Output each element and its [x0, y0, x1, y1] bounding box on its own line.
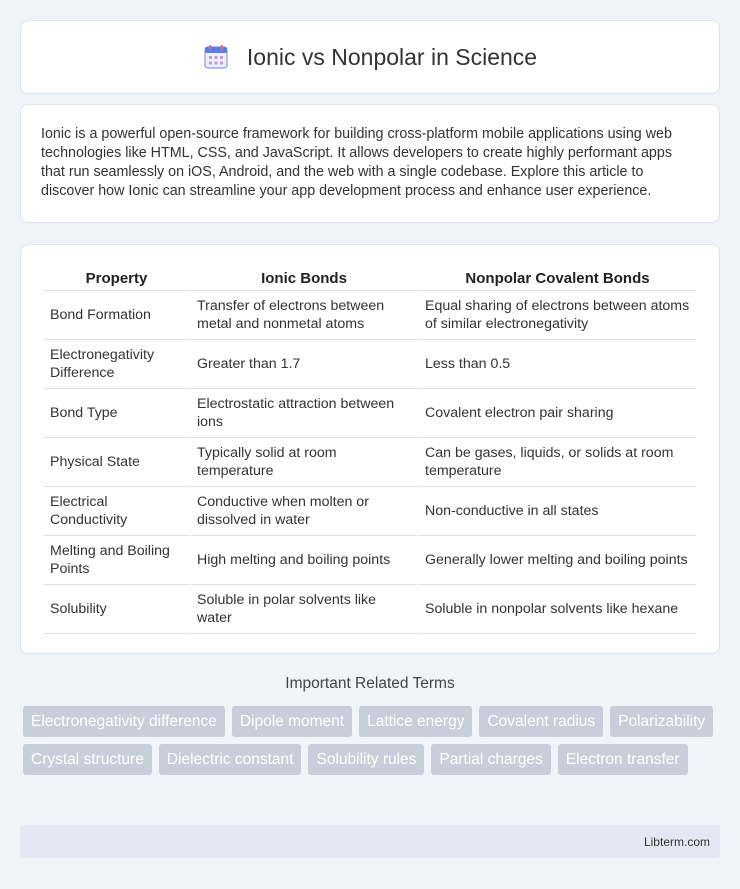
column-header: Property: [44, 265, 189, 291]
table-cell: Physical State: [44, 438, 189, 487]
table-cell: Non-conductive in all states: [419, 487, 696, 536]
related-term-tag[interactable]: Lattice energy: [359, 706, 472, 737]
table-cell: Electrostatic attraction between ions: [191, 389, 417, 438]
footer: [20, 825, 720, 858]
table-cell: Conductive when molten or dissolved in water: [191, 487, 417, 536]
header-card: [20, 20, 720, 94]
page-title: Ionic vs Nonpolar in Science: [246, 43, 538, 70]
related-term-tag[interactable]: Dipole moment: [232, 706, 352, 737]
table-cell: Generally lower melting and boiling points: [419, 536, 696, 585]
table-row: [44, 487, 696, 536]
table-cell: Bond Formation: [44, 291, 189, 340]
table-cell: Greater than 1.7: [191, 340, 417, 389]
table-row: [44, 585, 696, 634]
table-cell: Electronegativity Difference: [44, 340, 189, 389]
table-cell: Soluble in polar solvents like water: [191, 585, 417, 634]
calendar-icon: [203, 44, 229, 70]
related-term-tag[interactable]: Partial charges: [431, 744, 550, 775]
table-cell: Electrical Conductivity: [44, 487, 189, 536]
table-cell: Equal sharing of electrons between atoms of similar electronegativity: [419, 291, 696, 340]
table-cell: Bond Type: [44, 389, 189, 438]
table-cell: Melting and Boiling Points: [44, 536, 189, 585]
related-terms-title: Important Related Terms: [285, 675, 455, 692]
table-cell: Typically solid at room temperature: [191, 438, 417, 487]
related-term-tag[interactable]: Crystal structure: [23, 744, 152, 775]
table-cell: Less than 0.5: [419, 340, 696, 389]
table-cell: Solubility: [44, 585, 189, 634]
column-header: Nonpolar Covalent Bonds: [419, 265, 696, 291]
intro-card: [20, 104, 720, 223]
related-term-tag[interactable]: Solubility rules: [308, 744, 424, 775]
intro-text: Ionic is a powerful open-source framework for building cross-platform mobile applications using web technologies like HTML, CSS, and JavaScript. It allows developers to create highly performant apps that run seamlessly on iOS, Android, and the web with a single codebase. Explore this article to discover how Ionic can streamline your app development process and enhance user experience.: [41, 126, 672, 199]
related-term-tag[interactable]: Electron transfer: [558, 744, 688, 775]
table-cell: Soluble in nonpolar solvents like hexane: [419, 585, 696, 634]
table-cell: Transfer of electrons between metal and nonmetal atoms: [191, 291, 417, 340]
related-term-tag[interactable]: Polarizability: [610, 706, 713, 737]
column-header: Ionic Bonds: [191, 265, 417, 291]
table-cell: Can be gases, liquids, or solids at room temperature: [419, 438, 696, 487]
table-header-row: [44, 265, 696, 291]
table-row: [44, 291, 696, 340]
comparison-table: [42, 265, 698, 634]
related-term-tag[interactable]: Electronegativity difference: [23, 706, 225, 737]
related-term-tag[interactable]: Covalent radius: [479, 706, 603, 737]
table-row: [44, 340, 696, 389]
related-terms-list: [23, 706, 723, 782]
footer-link[interactable]: Libterm.com: [643, 835, 710, 849]
comparison-table-card: [20, 244, 720, 654]
related-term-tag[interactable]: Dielectric constant: [159, 744, 302, 775]
table-cell: High melting and boiling points: [191, 536, 417, 585]
table-row: [44, 438, 696, 487]
table-cell: Covalent electron pair sharing: [419, 389, 696, 438]
table-row: [44, 536, 696, 585]
table-row: [44, 389, 696, 438]
